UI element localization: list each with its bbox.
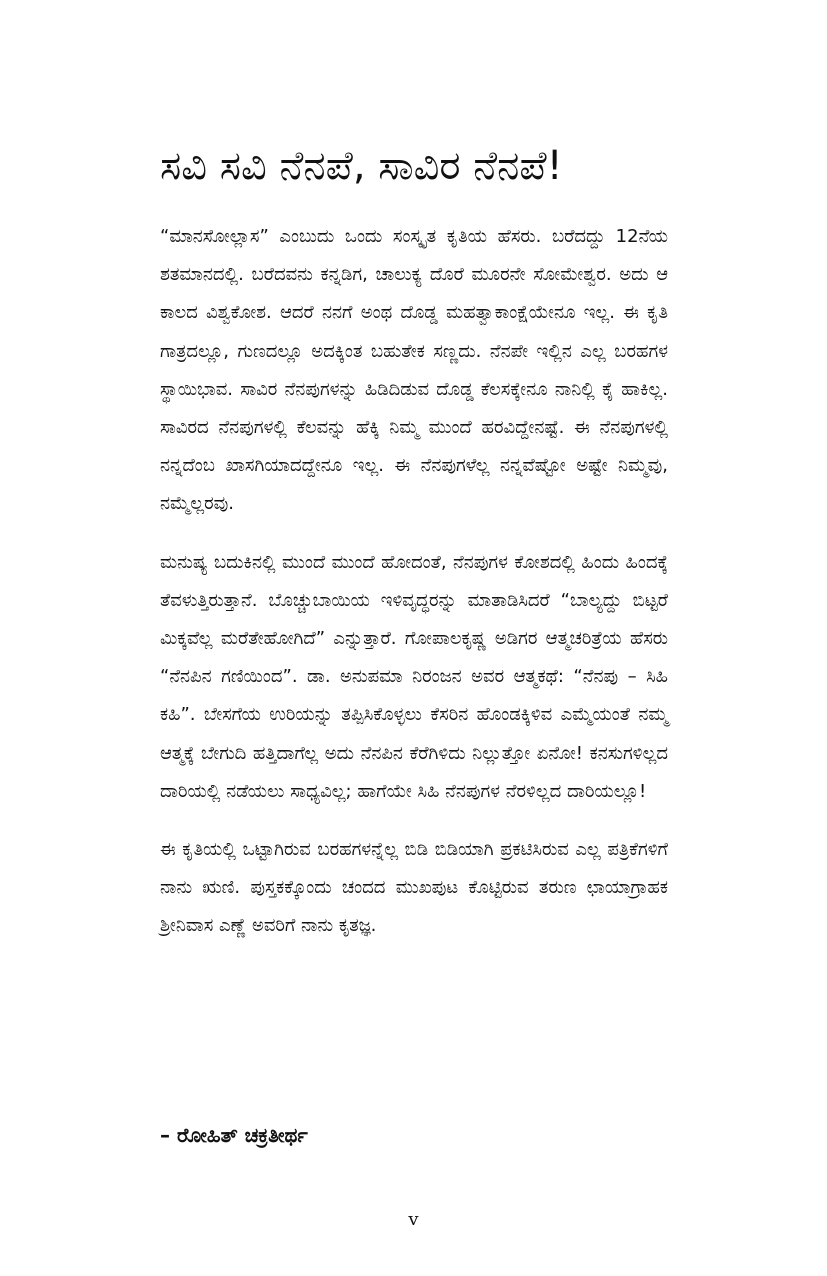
paragraph-3: ಈ ಕೃತಿಯಲ್ಲಿ ಒಟ್ಟಾಗಿರುವ ಬರಹಗಳನ್ನೆಲ್ಲ ಬಿಡಿ ಬಿಡಿಯಾಗಿ ಪ್ರಕಟಿಸಿರುವ ಎಲ್ಲ ಪತ್ರಿಕೆಗಳಿಗೆ ನಾನು ಋಣಿ. ಪುಸ್ತಕಕ್ಕೊಂದು ಚಂದದ ಮುಖಪುಟ ಕೊಟ್ಟಿರುವ ತರುಣ ಛಾಯಾಗ್ರಾಹಕ ಶ್ರೀನಿವಾಸ ಎಣ್ಣೆ ಅವರಿಗೆ ನಾನು ಕೃತಜ್ಞ. <box>160 839 668 937</box>
page-number: v <box>408 1209 419 1230</box>
author-signature: – ರೋಹಿತ್ ಚಕ್ರತೀರ್ಥ <box>160 1123 308 1147</box>
paragraph-1: “ಮಾನಸೋಲ್ಲಾಸ” ಎಂಬುದು ಒಂದು ಸಂಸ್ಕೃತ ಕೃತಿಯ ಹೆಸರು. ಬರೆದದ್ದು 12ನೆಯ ಶತಮಾನದಲ್ಲಿ. ಬರೆದವನು ಕನ್ನಡಿಗ, ಚಾಲುಕ್ಯ ದೊರೆ ಮೂರನೇ ಸೋಮೇಶ್ವರ. ಅದು ಆ ಕಾಲದ ವಿಶ್ವಕೋಶ. ಆದರೆ ನನಗೆ ಅಂಥ ದೊಡ್ಡ ಮಹತ್ವಾಕಾಂಕ್ಷೆಯೇನೂ ಇಲ್ಲ. ಈ ಕೃತಿ ಗಾತ್ರದಲ್ಲೂ, ಗುಣದಲ್ಲೂ ಅದಕ್ಕಿಂತ ಬಹುತೇಕ ಸಣ್ಣದು. ನೆನಪೇ ಇಲ್ಲಿನ ಎಲ್ಲ ಬರಹಗಳ ಸ್ಥಾಯಿಭಾವ. ಸಾವಿರ ನೆನಪುಗಳನ್ನು ಹಿಡಿದಿಡುವ ದೊಡ್ಡ ಕೆಲಸಕ್ಕೇನೂ ನಾನಿಲ್ಲಿ ಕೈ ಹಾಕಿಲ್ಲ. ಸಾವಿರದ ನೆನಪುಗಳಲ್ಲಿ ಕೆಲವನ್ನು ಹೆಕ್ಕಿ ನಿಮ್ಮ ಮುಂದೆ ಹರವಿದ್ದೇನಷ್ಟೆ. ಈ ನೆನಪುಗಳಲ್ಲಿ ನನ್ನದೆಂಬ ಖಾಸಗಿಯಾದದ್ದೇನೂ ಇಲ್ಲ. ಈ ನೆನಪುಗಳೆಲ್ಲ ನನ್ನವೆಷ್ಟೋ ಅಷ್ಟೇ ನಿಮ್ಮವು, ನಮ್ಮೆಲ್ಲರವು. <box>160 226 668 515</box>
body-text <box>160 218 668 966</box>
paragraph-2: ಮನುಷ್ಯ ಬದುಕಿನಲ್ಲಿ ಮುಂದೆ ಮುಂದೆ ಹೋದಂತೆ, ನೆನಪುಗಳ ಕೋಶದಲ್ಲಿ ಹಿಂದು ಹಿಂದಕ್ಕೆ ತೆವಳುತ್ತಿರುತ್ತಾನೆ. ಬೊಚ್ಚುಬಾಯಿಯ ಇಳಿವೃದ್ಧರನ್ನು ಮಾತಾಡಿಸಿದರೆ “ಬಾಲ್ಯದ್ದು ಬಿಟ್ಟರೆ ಮಿಕ್ಕವೆಲ್ಲ ಮರೆತೇಹೋಗಿದೆ” ಎನ್ನುತ್ತಾರೆ. ಗೋಪಾಲಕೃಷ್ಣ ಅಡಿಗರ ಆತ್ಮಚರಿತ್ರೆಯ ಹೆಸರು “ನೆನಪಿನ ಗಣಿಯಿಂದ”. ಡಾ. ಅನುಪಮಾ ನಿರಂಜನ ಅವರ ಆತ್ಮಕಥೆ: “ನೆನಪು – ಸಿಹಿ ಕಹಿ”. ಬೇಸಗೆಯ ಉರಿಯನ್ನು ತಪ್ಪಿಸಿಕೊಳ್ಳಲು ಕೆಸರಿನ ಹೊಂಡಕ್ಕಿಳಿವ ಎಮ್ಮೆಯಂತೆ ನಮ್ಮ ಆತ್ಮಕ್ಕೆ ಬೇಗುದಿ ಹತ್ತಿದಾಗೆಲ್ಲ ಅದು ನೆನಪಿನ ಕೆರೆಗಿಳಿದು ನಿಲ್ಲುತ್ತೋ ಏನೋ! ಕನಸುಗಳಿಲ್ಲದ ದಾರಿಯಲ್ಲಿ ನಡೆಯಲು ಸಾಧ್ಯವಿಲ್ಲ; ಹಾಗೆಯೇ ಸಿಹಿ ನೆನಪುಗಳ ನೆರಳಿಲ್ಲದ ದಾರಿಯಲ್ಲೂ! <box>160 551 668 802</box>
page-title: ಸವಿ ಸವಿ ನೆನಪೆ, ಸಾವಿರ ನೆನಪೆ! <box>160 143 563 189</box>
